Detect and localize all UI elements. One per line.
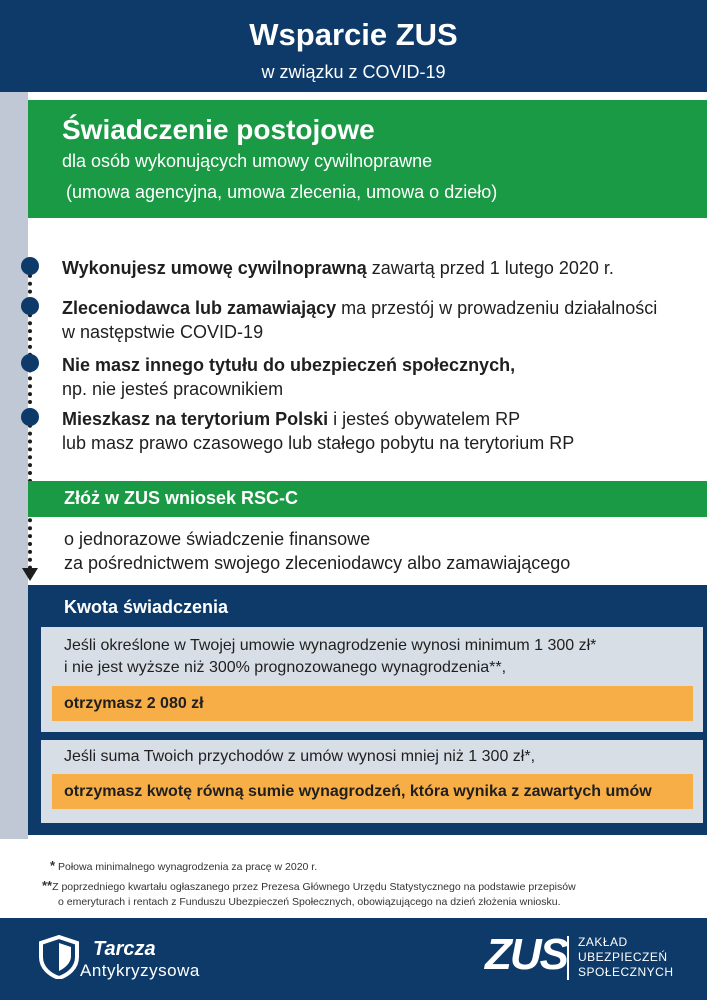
- amount-title: Kwota świadczenia: [64, 597, 229, 617]
- zus-logo: ZUS: [485, 930, 567, 979]
- amount-case-2-result: otrzymasz kwotę równą sumie wynagrodzeń, która wynika z zawartych umów: [64, 783, 652, 800]
- benefit-types: (umowa agencyjna, umowa zlecenia, umowa o dzieło): [66, 182, 498, 202]
- condition-bold: Wykonujesz umowę cywilnoprawną: [62, 258, 367, 278]
- condition-item: [62, 407, 574, 455]
- tarcza-name: Tarcza: [93, 938, 156, 960]
- condition-item: [62, 296, 657, 344]
- footnote-text: Z poprzedniego kwartału ogłaszanego przez Prezesa Głównego Urzędu Statystycznego na podstawie przepisów: [52, 881, 576, 893]
- tarcza-subtitle: Antykryzysowa: [80, 961, 200, 980]
- amount-case-1-result: otrzymasz 2 080 zł: [64, 695, 204, 712]
- condition-text-2: np. nie jesteś pracownikiem: [62, 379, 284, 399]
- page-title: Wsparcie ZUS: [249, 17, 458, 52]
- timeline-dot-icon: [21, 408, 39, 426]
- zus-divider: [567, 936, 569, 980]
- timeline-dot-icon: [21, 297, 39, 315]
- zus-full-name: [578, 935, 674, 980]
- application-line-2: za pośrednictwem swojego zleceniodawcy albo zamawiającego: [64, 553, 571, 573]
- zus-line-1: ZAKŁAD: [578, 935, 628, 949]
- timeline-dot-icon: [21, 257, 39, 275]
- application-text: [64, 527, 570, 575]
- timeline-dot-icon: [21, 354, 39, 372]
- zus-line-2: UBEZPIECZEŃ: [578, 950, 668, 964]
- condition-item: [62, 353, 515, 401]
- benefit-title: Świadczenie postojowe: [62, 114, 375, 145]
- condition-text: zawartą przed 1 lutego 2020 r.: [366, 258, 614, 278]
- benefit-subtitle: dla osób wykonujących umowy cywilnoprawne: [62, 151, 433, 171]
- page-subtitle: w związku z COVID-19: [261, 62, 446, 82]
- condition-text: ma przestój w prowadzeniu działalności: [336, 298, 658, 318]
- footnote-mark: *: [50, 858, 56, 873]
- condition-text-2: lub masz prawo czasowego lub stałego pobytu na terytorium RP: [62, 433, 575, 453]
- zus-line-3: SPOŁECZNYCH: [578, 965, 674, 979]
- application-title: Złóż w ZUS wniosek RSC-C: [64, 488, 299, 508]
- amount-case-1-text: [64, 635, 596, 679]
- footnote-text: Połowa minimalnego wynagrodzenia za pracę w 2020 r.: [57, 861, 318, 873]
- condition-item: [62, 256, 614, 280]
- condition-bold: Mieszkasz na terytorium Polski: [62, 409, 329, 429]
- case-2-line-1: Jeśli suma Twoich przychodów z umów wynosi mniej niż 1 300 zł*,: [64, 748, 536, 765]
- footnote-text-2: o emeryturach i rentach z Funduszu Ubezpieczeń Społecznych, obowiązującego na dzień złożenia wniosku.: [58, 896, 561, 908]
- condition-bold: Nie masz innego tytułu do ubezpieczeń społecznych,: [62, 355, 516, 375]
- arrow-down-icon: [22, 568, 38, 581]
- condition-text: i jesteś obywatelem RP: [328, 409, 521, 429]
- footnote-1: [50, 858, 317, 875]
- case-1-line-2: i nie jest wyższe niż 300% prognozowanego wynagrodzenia**,: [64, 659, 507, 676]
- footnote-mark: **: [42, 878, 53, 893]
- case-1-line-1: Jeśli określone w Twojej umowie wynagrodzenie wynosi minimum 1 300 zł*: [64, 637, 597, 654]
- footnote-2: [42, 878, 576, 910]
- condition-text-2: w następstwie COVID-19: [62, 322, 264, 342]
- application-line-1: o jednorazowe świadczenie finansowe: [64, 529, 371, 549]
- left-rail: [0, 92, 28, 839]
- shield-icon: [38, 935, 80, 979]
- condition-bold: Zleceniodawca lub zamawiający: [62, 298, 337, 318]
